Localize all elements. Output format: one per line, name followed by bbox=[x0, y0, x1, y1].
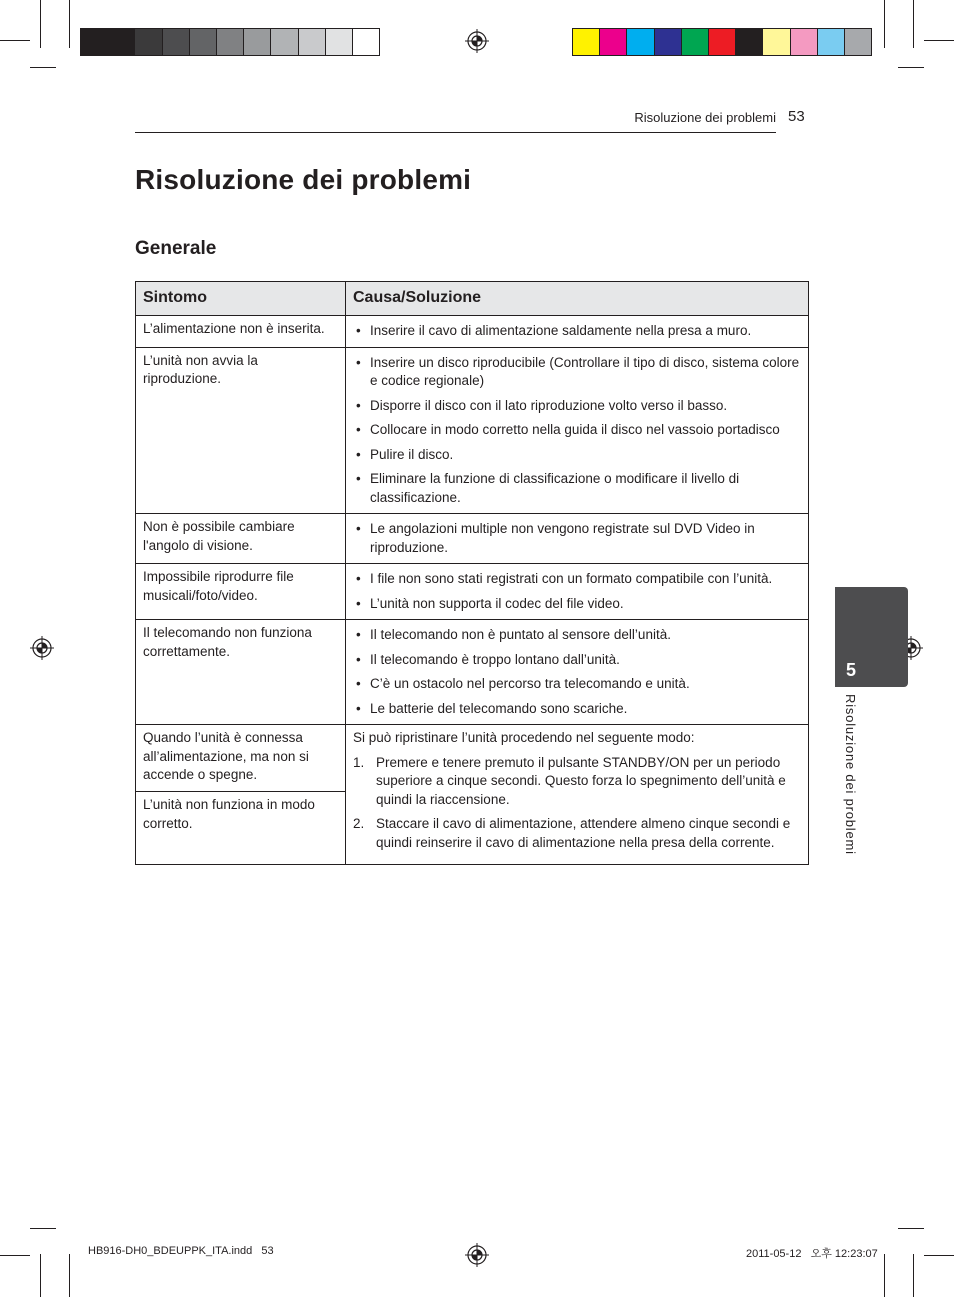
color-swatch bbox=[353, 29, 379, 55]
color-swatch bbox=[271, 29, 298, 55]
color-swatch bbox=[326, 29, 353, 55]
step-text: Staccare il cavo di alimentazione, attendere almeno cinque secondi e quindi reinserire il cavo di alimentazione nella presa della corrente. bbox=[376, 816, 791, 850]
table-row bbox=[136, 347, 809, 514]
color-swatch-bar bbox=[572, 28, 872, 56]
symptom-cell: L’unità non avvia la riproduzione. bbox=[136, 347, 346, 514]
crop-mark bbox=[0, 1255, 30, 1256]
symptom-cell: Il telecomando non funziona correttamente. bbox=[136, 620, 346, 725]
chapter-label: Risoluzione dei problemi bbox=[843, 694, 858, 855]
table-row bbox=[136, 514, 809, 564]
color-swatch bbox=[600, 29, 627, 55]
crop-mark bbox=[898, 67, 924, 68]
solution-item: • Pulire il disco. bbox=[353, 446, 801, 465]
table-header-row bbox=[136, 282, 809, 316]
crop-mark bbox=[69, 0, 70, 48]
color-swatch bbox=[108, 29, 135, 55]
color-swatch bbox=[818, 29, 845, 55]
header-divider bbox=[135, 132, 776, 133]
symptom-cell: L’unità non funziona in modo corretto. bbox=[136, 792, 346, 865]
troubleshooting-table bbox=[135, 281, 809, 865]
step-number: 1. bbox=[353, 754, 365, 770]
reset-step bbox=[353, 754, 801, 810]
crop-mark bbox=[40, 0, 41, 48]
page-title: Risoluzione dei problemi bbox=[135, 164, 472, 195]
color-swatch bbox=[299, 29, 326, 55]
solution-item: • Collocare in modo corretto nella guida il disco nel vassoio portadisco bbox=[353, 421, 801, 440]
solution-cell bbox=[346, 564, 809, 620]
solution-cell bbox=[346, 725, 809, 865]
crop-mark bbox=[913, 1254, 914, 1297]
color-swatch bbox=[709, 29, 736, 55]
registration-mark-icon bbox=[465, 29, 489, 53]
running-header-title: Risoluzione dei problemi bbox=[634, 110, 776, 125]
table-row bbox=[136, 620, 809, 725]
color-swatch bbox=[763, 29, 790, 55]
step-number: 2. bbox=[353, 816, 365, 831]
symptom-cell: Non è possibile cambiare l'angolo di visione. bbox=[136, 514, 346, 564]
crop-mark bbox=[30, 67, 56, 68]
registration-mark-icon bbox=[30, 636, 54, 660]
color-swatch bbox=[736, 29, 763, 55]
solution-item: • C’è un ostacolo nel percorso tra telecomando e unità. bbox=[353, 675, 801, 694]
solution-item: • Le angolazioni multiple non vengono registrate sul DVD Video in riproduzione. bbox=[353, 520, 801, 557]
color-swatch bbox=[791, 29, 818, 55]
registration-mark-icon bbox=[465, 1243, 489, 1267]
symptom-cell: L’alimentazione non è inserita. bbox=[136, 316, 346, 348]
crop-mark bbox=[884, 0, 885, 48]
solution-item: • Inserire un disco riproducibile (Controllare il tipo di disco, sistema colore e codice regionale) bbox=[353, 354, 801, 391]
column-header-solution: Causa/Soluzione bbox=[346, 282, 809, 316]
footer-file-name: HB916-DH0_BDEUPPK_ITA.indd 53 bbox=[88, 1245, 274, 1257]
solution-item: • Il telecomando non è puntato al sensore dell’unità. bbox=[353, 626, 801, 645]
color-swatch bbox=[573, 29, 600, 55]
color-swatch bbox=[217, 29, 244, 55]
solution-cell bbox=[346, 347, 809, 514]
crop-mark bbox=[924, 40, 954, 41]
solution-item: • Il telecomando è troppo lontano dall’unità. bbox=[353, 651, 801, 670]
symptom-cell: Impossibile riprodurre file musicali/foto/video. bbox=[136, 564, 346, 620]
crop-mark bbox=[913, 0, 914, 48]
table-row bbox=[136, 564, 809, 620]
color-swatch bbox=[655, 29, 682, 55]
color-swatch bbox=[81, 29, 108, 55]
section-title: Generale bbox=[135, 238, 217, 259]
column-header-symptom: Sintomo bbox=[136, 282, 346, 316]
reset-step bbox=[353, 815, 801, 852]
solution-cell bbox=[346, 620, 809, 725]
solution-item: • Eliminare la funzione di classificazione o modificare il livello di classificazione. bbox=[353, 470, 801, 507]
solution-cell bbox=[346, 316, 809, 348]
page-number: 53 bbox=[788, 108, 805, 125]
table-row bbox=[136, 316, 809, 348]
solution-cell bbox=[346, 514, 809, 564]
crop-mark bbox=[69, 1254, 70, 1297]
crop-mark bbox=[924, 1255, 954, 1256]
solution-item: • Disporre il disco con il lato riproduzione volto verso il basso. bbox=[353, 397, 801, 416]
reset-intro: Si può ripristinare l’unità procedendo nel seguente modo: bbox=[353, 730, 695, 745]
solution-item: • Le batterie del telecomando sono scariche. bbox=[353, 700, 801, 719]
crop-mark bbox=[30, 1228, 56, 1229]
color-swatch bbox=[190, 29, 217, 55]
crop-mark bbox=[898, 1228, 924, 1229]
color-swatch bbox=[244, 29, 271, 55]
footer-timestamp: 2011-05-12 오후 12:23:07 bbox=[746, 1248, 878, 1260]
color-swatch bbox=[845, 29, 871, 55]
color-swatch bbox=[627, 29, 654, 55]
solution-item: • L’unità non supporta il codec del file video. bbox=[353, 595, 801, 614]
crop-mark bbox=[884, 1254, 885, 1297]
crop-mark bbox=[0, 40, 30, 41]
color-swatch bbox=[163, 29, 190, 55]
gray-swatch-bar bbox=[80, 28, 380, 56]
symptom-cell: Quando l’unità è connessa all’alimentazione, ma non si accende o spegne. bbox=[136, 725, 346, 792]
solution-item: • I file non sono stati registrati con un formato compatibile con l’unità. bbox=[353, 570, 801, 589]
color-swatch bbox=[682, 29, 709, 55]
color-swatch bbox=[135, 29, 162, 55]
step-text: Premere e tenere premuto il pulsante STANDBY/ON per un periodo superiore a cinque secondi. Questo forza lo spegnimento dell’unità e quindi la riaccensione. bbox=[376, 754, 786, 807]
crop-mark bbox=[40, 1254, 41, 1297]
solution-item: • Inserire il cavo di alimentazione saldamente nella presa a muro. bbox=[353, 322, 801, 341]
table-row bbox=[136, 725, 809, 792]
chapter-number: 5 bbox=[846, 660, 857, 680]
